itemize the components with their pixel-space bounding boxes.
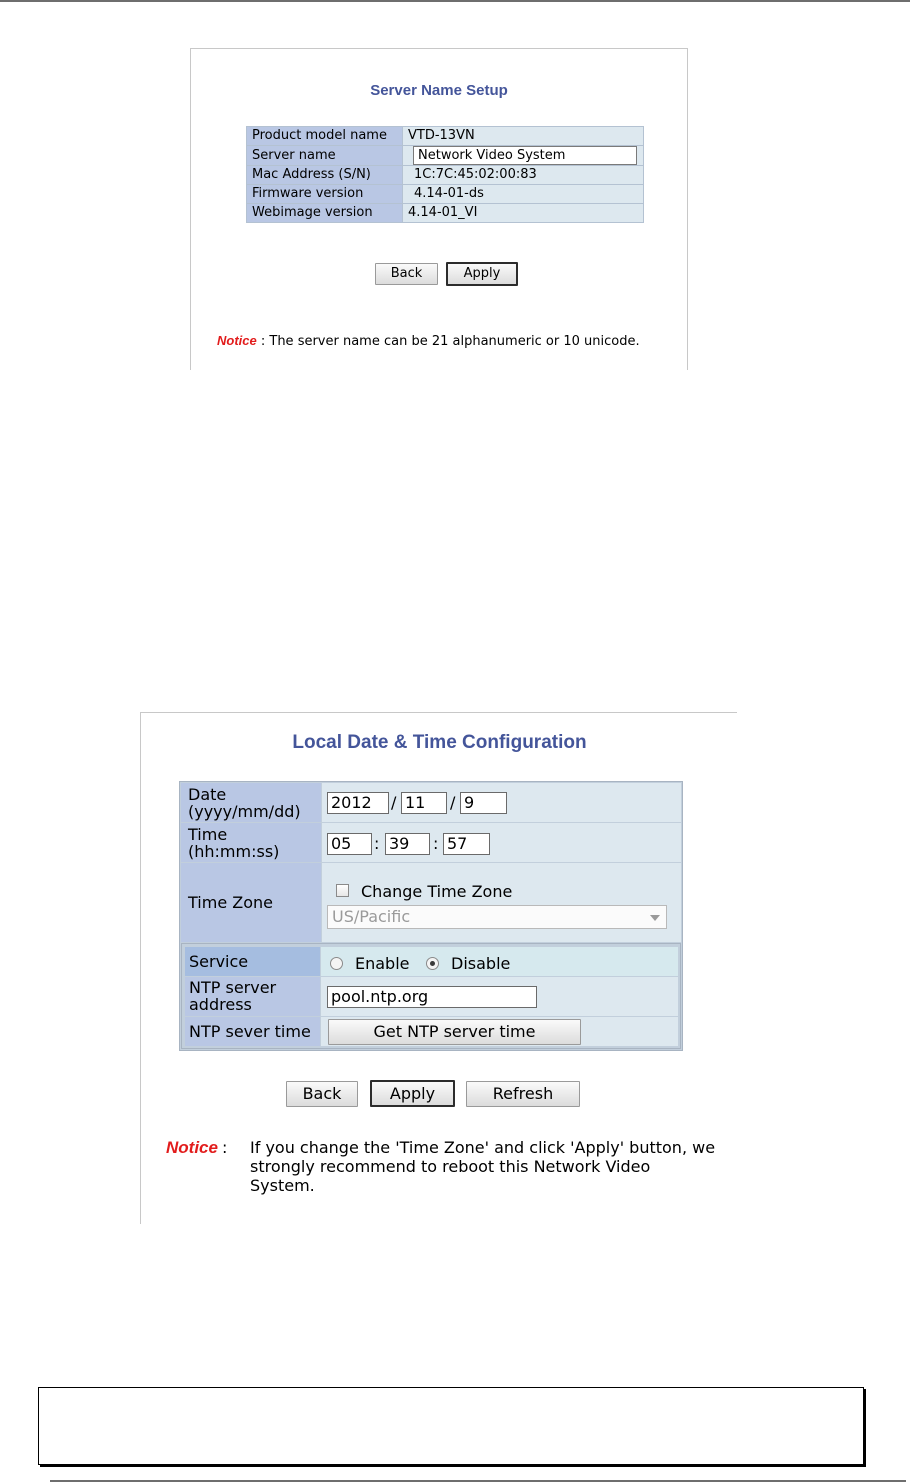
table-row (247, 127, 643, 145)
server-info-table (246, 126, 644, 223)
disable-radio[interactable] (426, 957, 439, 970)
date-time-title: Local Date & Time Configuration (292, 732, 587, 753)
server-name-label: Server name (247, 146, 402, 165)
product-model-label: Product model name (247, 127, 402, 145)
server-name-cell (403, 146, 643, 165)
disable-label: Disable (451, 954, 511, 973)
apply-button[interactable]: Apply (370, 1080, 455, 1107)
month-input[interactable]: 11 (401, 792, 447, 814)
notice-text: : The server name can be 21 alphanumeric or 10 unicode. (256, 334, 640, 349)
note-box (38, 1387, 864, 1465)
table-row (247, 146, 643, 165)
ntp-address-label-line2: address (189, 995, 252, 1014)
mac-address-value: 1C:7C:45:02:00:83 (403, 166, 643, 184)
time-separator: : (374, 834, 380, 853)
notice-colon: : (222, 1138, 228, 1157)
ntp-address-input[interactable]: pool.ntp.org (327, 986, 537, 1008)
notice-label: Notice (166, 1138, 218, 1157)
time-label (181, 823, 321, 862)
refresh-button[interactable]: Refresh (466, 1081, 580, 1107)
ntp-address-label (185, 977, 320, 1016)
change-timezone-label: Change Time Zone (361, 882, 513, 901)
date-label (181, 783, 321, 822)
second-input[interactable]: 57 (443, 833, 490, 855)
back-button[interactable]: Back (286, 1081, 358, 1107)
timezone-label: Time Zone (181, 863, 321, 942)
webimage-version-value: 4.14-01_VI (403, 204, 643, 222)
timezone-select[interactable] (327, 905, 667, 929)
firmware-version-label: Firmware version (247, 185, 402, 203)
date-separator: / (391, 793, 397, 812)
chevron-down-icon (650, 915, 660, 921)
ntp-address-label-line1: NTP server (189, 978, 277, 997)
minute-input[interactable]: 39 (385, 833, 430, 855)
webimage-version-label: Webimage version (247, 204, 402, 222)
page-top-rule (0, 0, 910, 2)
time-label-line2: (hh:mm:ss) (188, 842, 280, 861)
timezone-select-value: US/Pacific (332, 907, 411, 926)
enable-radio[interactable] (330, 957, 343, 970)
change-timezone-checkbox[interactable] (336, 884, 349, 897)
time-label-line1: Time (188, 825, 228, 844)
table-row (247, 166, 643, 184)
notice-text: If you change the 'Time Zone' and click 'Apply' button, we strongly recommend to reboot this Network Video System. (250, 1138, 716, 1195)
server-name-input[interactable]: Network Video System (413, 146, 637, 165)
enable-label: Enable (355, 954, 410, 973)
server-name-notice (217, 333, 640, 349)
service-label: Service (185, 947, 320, 976)
apply-button[interactable]: Apply (446, 262, 518, 286)
day-input[interactable]: 9 (460, 792, 507, 814)
mac-address-label: Mac Address (S/N) (247, 166, 402, 184)
server-name-setup-title: Server Name Setup (370, 82, 508, 99)
product-model-value: VTD-13VN (403, 127, 643, 145)
firmware-version-value: 4.14-01-ds (403, 185, 643, 203)
hour-input[interactable]: 05 (327, 833, 372, 855)
date-separator: / (450, 793, 456, 812)
time-separator: : (433, 834, 439, 853)
table-row (247, 185, 643, 203)
get-ntp-time-button[interactable]: Get NTP server time (328, 1019, 581, 1045)
timezone-value-cell (322, 863, 681, 942)
notice-label: Notice (217, 333, 257, 348)
year-input[interactable]: 2012 (327, 792, 389, 814)
page-bottom-rule (50, 1480, 906, 1482)
date-label-line1: Date (188, 785, 227, 804)
table-row (247, 204, 643, 222)
ntp-time-label: NTP sever time (185, 1017, 320, 1046)
date-label-line2: (yyyy/mm/dd) (188, 802, 301, 821)
back-button[interactable]: Back (375, 263, 438, 285)
